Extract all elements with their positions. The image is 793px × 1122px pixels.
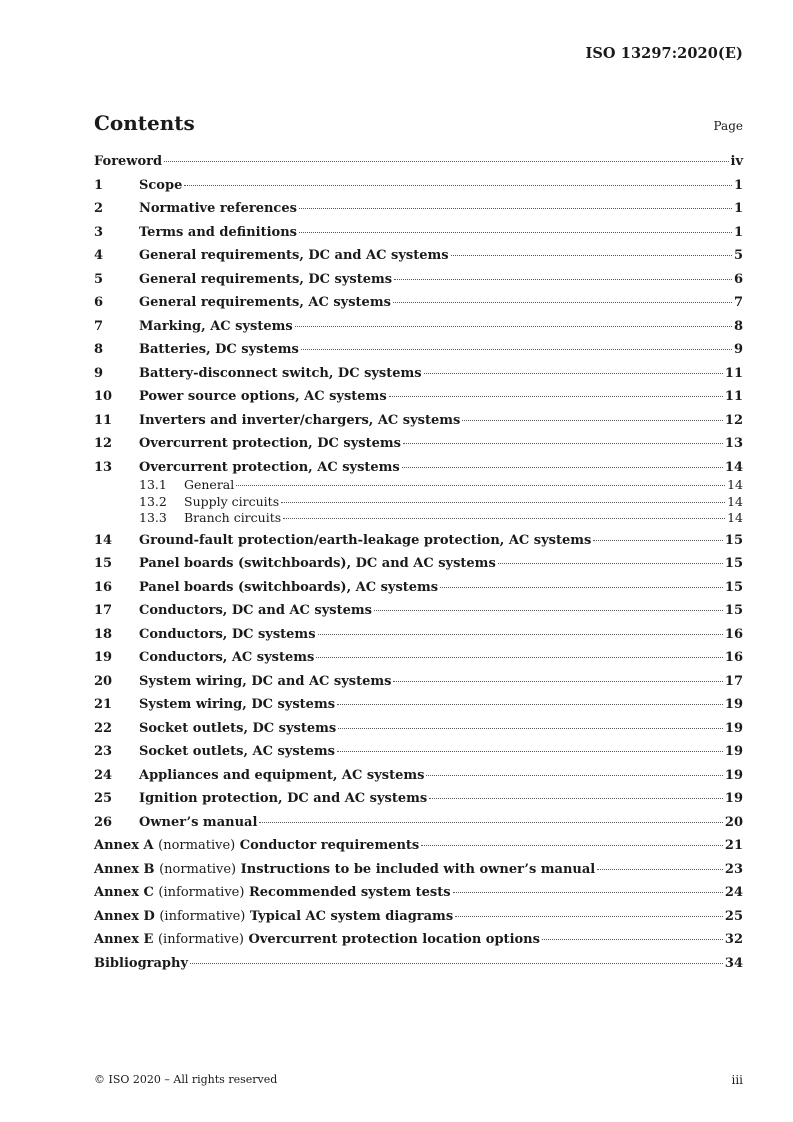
toc-entry-label: Scope — [139, 177, 183, 193]
toc-entry-label: General requirements, AC systems — [139, 295, 391, 310]
toc-entry-number: 3 — [94, 224, 104, 240]
dot-leader — [393, 301, 732, 303]
toc-entry-label: System wiring, DC systems — [139, 697, 336, 712]
dot-leader — [374, 609, 723, 611]
toc-entry[interactable] — [94, 791, 743, 815]
toc-entry-label: Inverters and inverter/chargers, AC systems — [139, 412, 461, 428]
dot-leader — [184, 184, 732, 186]
annex-label: Annex A (normative) Conductor requirements — [94, 838, 420, 853]
dot-leader — [236, 485, 725, 486]
toc-entry-page: 12 — [724, 412, 743, 428]
toc-entry-label: Battery-disconnect switch, DC systems — [139, 365, 422, 381]
toc-entry-page: 20 — [724, 814, 743, 830]
toc-entry-label: Ignition protection, DC and AC systems — [139, 791, 428, 806]
dot-leader — [402, 466, 723, 468]
toc-entry-number: 6 — [94, 295, 104, 310]
document-id: ISO 13297:2020(E) — [585, 45, 743, 62]
toc-subentry-page: 14 — [727, 493, 743, 509]
toc-entry-page: 11 — [724, 365, 743, 381]
toc-subentry[interactable] — [94, 477, 743, 494]
toc-entry[interactable] — [94, 533, 743, 557]
annex-label: Annex E (informative) Overcurrent protection location options — [94, 932, 540, 947]
toc-entry-page: 34 — [724, 955, 743, 971]
toc-entry-label: Conductors, DC systems — [139, 626, 316, 642]
dot-leader — [337, 750, 723, 752]
dot-leader — [440, 586, 723, 588]
toc-entry-label: Marking, AC systems — [139, 318, 293, 334]
dot-leader — [316, 656, 723, 658]
toc-entry[interactable] — [94, 627, 743, 651]
toc-entry[interactable] — [94, 721, 743, 745]
toc-entry-label: Ground-fault protection/earth-leakage protection, AC systems — [139, 532, 592, 548]
toc-entry-number: 24 — [94, 767, 113, 783]
toc-entry[interactable] — [94, 768, 743, 792]
toc-entry-page: 11 — [724, 389, 743, 404]
toc-entry-label: Power source options, AC systems — [139, 389, 387, 404]
toc-entry[interactable] — [94, 366, 743, 390]
toc-entry-number: 5 — [94, 271, 104, 287]
toc-subentry-label: Supply circuits — [184, 493, 280, 509]
dot-leader — [283, 518, 725, 519]
toc-entry-page: 9 — [733, 342, 743, 357]
toc-entry-page: 16 — [724, 626, 743, 642]
dot-leader — [421, 844, 723, 846]
toc-entry[interactable] — [94, 744, 743, 768]
toc-entry[interactable] — [94, 650, 743, 674]
toc-entry-number: 22 — [94, 720, 113, 736]
page-number: iii — [731, 1073, 743, 1087]
toc-subentry-page: 14 — [727, 510, 743, 525]
toc-entry-label: Overcurrent protection, DC systems — [139, 436, 401, 451]
toc-subentry-label: Branch circuits — [184, 510, 282, 525]
toc-entry-page: 15 — [724, 532, 743, 548]
dot-leader — [281, 502, 725, 503]
toc-entry-number: 4 — [94, 248, 104, 263]
toc-entry[interactable] — [94, 248, 743, 272]
toc-entry-number: 8 — [94, 342, 104, 357]
toc-entry-page: 13 — [724, 436, 743, 451]
dot-leader — [453, 891, 723, 893]
toc-annex-d[interactable] — [94, 909, 743, 933]
toc-entry[interactable] — [94, 603, 743, 627]
dot-leader — [462, 419, 723, 421]
toc-entry-page: 32 — [724, 932, 743, 947]
toc-entry-number: 7 — [94, 318, 104, 334]
dot-leader — [394, 278, 732, 280]
toc-entry-page: 7 — [733, 295, 743, 310]
dot-leader — [338, 727, 723, 729]
dot-leader — [389, 395, 723, 397]
toc-entry[interactable] — [94, 556, 743, 580]
toc-subentry-label: General — [184, 477, 235, 492]
toc-subentry[interactable] — [94, 494, 743, 511]
annex-label: Annex B (normative) Instructions to be included with owner’s manual — [94, 861, 596, 877]
toc-entry[interactable] — [94, 319, 743, 343]
toc-subentry[interactable] — [94, 510, 743, 527]
toc-entry[interactable] — [94, 201, 743, 225]
dot-leader — [299, 207, 732, 209]
toc-entry-page: 23 — [724, 861, 743, 877]
table-of-contents — [94, 154, 743, 979]
toc-entry-number: 25 — [94, 791, 113, 806]
toc-entry-number: 18 — [94, 626, 113, 642]
toc-entry-page: 15 — [724, 603, 743, 618]
toc-entry[interactable] — [94, 225, 743, 249]
toc-entry-label: Bibliography — [94, 955, 189, 971]
toc-entry-number: 26 — [94, 814, 113, 830]
dot-leader — [426, 774, 722, 776]
toc-entry-page: 1 — [733, 177, 743, 193]
dot-leader — [424, 372, 723, 374]
toc-entry-page: 25 — [724, 908, 743, 924]
toc-entry[interactable] — [94, 697, 743, 721]
toc-entry[interactable] — [94, 272, 743, 296]
dot-leader — [295, 325, 732, 327]
toc-entry-number: 17 — [94, 603, 113, 618]
dot-leader — [455, 915, 723, 917]
toc-annex-b[interactable] — [94, 862, 743, 886]
annex-label: Annex D (informative) Typical AC system diagrams — [94, 908, 454, 924]
toc-entry-label: Appliances and equipment, AC systems — [139, 767, 425, 783]
toc-entry-number: 20 — [94, 673, 113, 689]
toc-entry-page: 6 — [733, 271, 743, 287]
toc-entry-number: 11 — [94, 412, 113, 428]
toc-entry-label: Panel boards (switchboards), DC and AC systems — [139, 556, 496, 571]
toc-entry-label: Socket outlets, DC systems — [139, 720, 337, 736]
toc-entry-page: 19 — [724, 744, 743, 759]
toc-entry-page: 15 — [724, 579, 743, 595]
toc-entry-page: 14 — [724, 459, 743, 475]
toc-entry-page: 1 — [733, 224, 743, 240]
toc-entry-number: 10 — [94, 389, 113, 404]
toc-annex-a[interactable] — [94, 838, 743, 862]
toc-entry-number: 15 — [94, 556, 113, 571]
toc-bibliography[interactable] — [94, 956, 743, 980]
toc-entry-label: Foreword — [94, 154, 163, 169]
toc-entry[interactable] — [94, 389, 743, 413]
dot-leader — [164, 160, 728, 162]
dot-leader — [542, 938, 723, 940]
toc-entry-label: System wiring, DC and AC systems — [139, 673, 392, 689]
toc-entry[interactable] — [94, 295, 743, 319]
toc-entry[interactable] — [94, 436, 743, 460]
toc-entry-page: 19 — [724, 791, 743, 806]
dot-leader — [393, 680, 722, 682]
toc-entry-label: General requirements, DC and AC systems — [139, 248, 449, 263]
toc-entry-page: 19 — [724, 720, 743, 736]
dot-leader — [190, 962, 723, 964]
dot-leader — [299, 231, 732, 233]
toc-entry-label: Overcurrent protection, AC systems — [139, 459, 400, 475]
page-title: Contents — [94, 111, 195, 135]
page-column-label: Page — [713, 119, 743, 133]
dot-leader — [318, 633, 723, 635]
toc-entry-page: 5 — [733, 248, 743, 263]
toc-annex-c[interactable] — [94, 885, 743, 909]
toc-entry-number: 19 — [94, 650, 113, 665]
dot-leader — [451, 254, 732, 256]
toc-entry-label: Conductors, DC and AC systems — [139, 603, 372, 618]
toc-entry-label: Panel boards (switchboards), AC systems — [139, 579, 439, 595]
toc-entry-label: Conductors, AC systems — [139, 650, 315, 665]
toc-entry[interactable] — [94, 815, 743, 839]
toc-entry-page: 1 — [733, 201, 743, 216]
toc-entry-page: 19 — [724, 697, 743, 712]
annex-label: Annex C (informative) Recommended system tests — [94, 885, 451, 900]
toc-entry-label: Batteries, DC systems — [139, 342, 299, 357]
dot-leader — [429, 797, 723, 799]
toc-entry-page: 15 — [724, 556, 743, 571]
toc-entry-number: 14 — [94, 532, 113, 548]
toc-entry-page: 19 — [724, 767, 743, 783]
toc-entry-number: 2 — [94, 201, 104, 216]
toc-subentry-number: 13.2 — [139, 493, 167, 509]
toc-entry[interactable] — [94, 580, 743, 604]
toc-annex-e[interactable] — [94, 932, 743, 956]
toc-entry-label: General requirements, DC systems — [139, 271, 393, 287]
toc-entry-number: 21 — [94, 697, 113, 712]
dot-leader — [301, 348, 732, 350]
toc-entry-number: 13 — [94, 459, 113, 475]
toc-entry-foreword[interactable] — [94, 154, 743, 178]
toc-entry-number: 12 — [94, 436, 113, 451]
toc-entry-page: 8 — [733, 318, 743, 334]
toc-entry-label: Normative references — [139, 201, 297, 216]
toc-entry-page: iv — [730, 154, 743, 169]
toc-entry-page: 21 — [724, 838, 743, 853]
toc-entry[interactable] — [94, 413, 743, 437]
dot-leader — [403, 442, 723, 444]
toc-entry-number: 1 — [94, 177, 104, 193]
toc-subentry-number: 13.3 — [139, 510, 167, 525]
toc-entry[interactable] — [94, 674, 743, 698]
toc-entry-number: 16 — [94, 579, 113, 595]
dot-leader — [597, 868, 723, 870]
toc-entry-page: 16 — [724, 650, 743, 665]
toc-entry-page: 17 — [724, 673, 743, 689]
toc-entry-label: Terms and definitions — [139, 224, 297, 240]
dot-leader — [498, 562, 723, 564]
dot-leader — [337, 703, 723, 705]
toc-subentry-number: 13.1 — [139, 477, 167, 492]
dot-leader — [259, 821, 723, 823]
toc-entry-label: Socket outlets, AC systems — [139, 744, 335, 759]
toc-entry-number: 23 — [94, 744, 113, 759]
dot-leader — [593, 539, 723, 541]
copyright-notice: © ISO 2020 – All rights reserved — [94, 1073, 278, 1086]
toc-subentry-page: 14 — [727, 477, 743, 492]
toc-entry-number: 9 — [94, 365, 104, 381]
toc-entry[interactable] — [94, 342, 743, 366]
toc-entry-label: Owner’s manual — [139, 814, 258, 830]
toc-entry[interactable] — [94, 178, 743, 202]
toc-entry-page: 24 — [724, 885, 743, 900]
